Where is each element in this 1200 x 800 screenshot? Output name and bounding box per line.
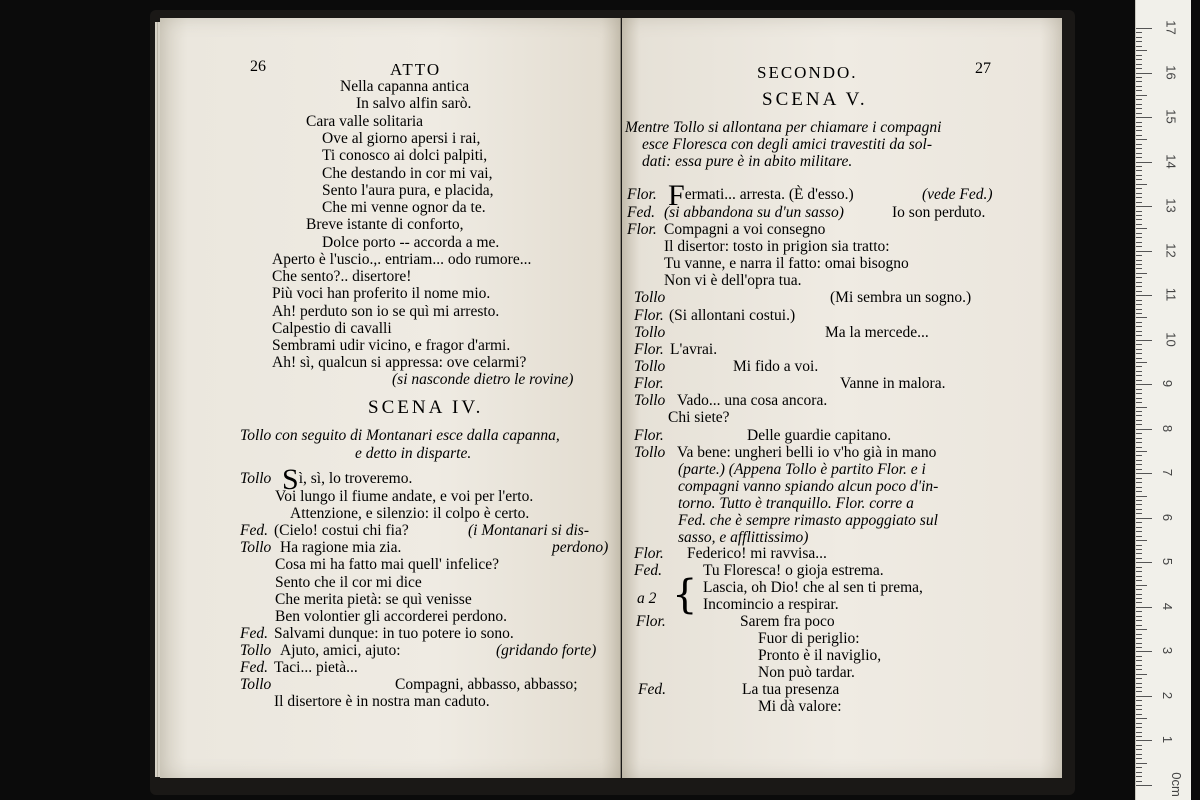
- speaker-label: Tollo: [240, 470, 272, 487]
- verse-line: Aperto è l'uscio.,. entriam... odo rumore...: [272, 251, 532, 268]
- verse-line: Dolce porto -- accorda a me.: [322, 234, 500, 251]
- ruler-tick: [1136, 616, 1142, 617]
- ruler-tick: [1136, 393, 1142, 394]
- ruler-tick: [1136, 536, 1142, 537]
- scene-title: SCENA V.: [762, 89, 868, 110]
- ruler-tick: [1136, 50, 1147, 51]
- ruler-label: 7: [1160, 469, 1176, 477]
- dialogue-line: Ma la mercede...: [825, 324, 929, 341]
- ruler-tick: [1136, 491, 1142, 492]
- ruler-tick: [1136, 625, 1142, 626]
- ruler-tick: [1136, 714, 1142, 715]
- stage-direction: compagni vanno spiando alcun poco d'in-: [678, 478, 939, 495]
- dialogue-line: Cosa mi ha fatto mai quell' infelice?: [275, 556, 500, 573]
- ruler-tick: [1136, 389, 1142, 390]
- ruler-tick: [1136, 162, 1152, 163]
- speaker-label: Flor.: [627, 221, 657, 238]
- ruler-tick: [1136, 108, 1142, 109]
- ruler-tick: [1136, 398, 1142, 399]
- ruler-tick: [1136, 576, 1142, 577]
- ruler-tick: [1136, 295, 1152, 296]
- verse-line: Sento l'aura pura, e placida,: [322, 182, 494, 199]
- ruler-label: 0cm: [1168, 772, 1184, 797]
- ruler-tick: [1136, 674, 1147, 675]
- ruler-tick: [1136, 95, 1147, 96]
- verse-line: Ove al giorno apersi i rai,: [322, 130, 481, 147]
- aside-direction: (gridando forte): [496, 642, 597, 659]
- dialogue-line: Ben volontier gli accorderei perdono.: [275, 608, 507, 625]
- ruler-tick: [1136, 683, 1142, 684]
- ruler-tick: [1136, 166, 1142, 167]
- dialogue-line: Tu Floresca! o gioja estrema.: [703, 562, 884, 579]
- dialogue-line: Federico! mi ravvisa...: [687, 545, 827, 562]
- verse-line: Che mi venne ognor da te.: [322, 199, 486, 216]
- ruler-tick: [1136, 718, 1147, 719]
- ruler-tick: [1136, 513, 1142, 514]
- ruler-tick: [1136, 723, 1142, 724]
- stage-direction: e detto in disparte.: [355, 445, 472, 462]
- ruler-tick: [1136, 197, 1142, 198]
- ruler-tick: [1136, 696, 1152, 697]
- ruler-label: 10: [1163, 331, 1179, 347]
- aside-direction: (i Montanari si dis-: [468, 522, 589, 539]
- speaker-label: Tollo: [634, 324, 666, 341]
- dialogue-line: Vanne in malora.: [840, 375, 946, 392]
- ruler-tick: [1136, 371, 1142, 372]
- ruler-tick: [1136, 353, 1142, 354]
- ruler-tick: [1136, 638, 1142, 639]
- ruler-tick: [1136, 268, 1142, 269]
- dialogue-line: Fuor di periglio:: [758, 630, 860, 647]
- ruler-label: 1: [1160, 736, 1176, 744]
- ruler-label: 12: [1163, 242, 1179, 258]
- ruler-tick: [1136, 358, 1142, 359]
- ruler-tick: [1136, 273, 1147, 274]
- speaker-label: Fed.: [627, 204, 655, 221]
- ruler-tick: [1136, 73, 1152, 74]
- ruler-tick: [1136, 549, 1142, 550]
- ruler-label: 9: [1160, 380, 1176, 388]
- dialogue-line: Attenzione, e silenzio: il colpo è certo.: [290, 505, 530, 522]
- ruler-tick: [1136, 375, 1142, 376]
- stage-direction: Tollo con seguito di Montanari esce dalla capanna,: [240, 427, 560, 444]
- ruler-tick: [1136, 772, 1142, 773]
- speaker-label: Fed.: [634, 562, 662, 579]
- ruler-tick: [1136, 558, 1142, 559]
- ruler-tick: [1136, 580, 1142, 581]
- ruler-tick: [1136, 300, 1142, 301]
- ruler-tick: [1136, 687, 1142, 688]
- speaker-label: Flor.: [627, 186, 657, 203]
- verse-line: Cara valle solitaria: [306, 113, 424, 130]
- ruler-tick: [1136, 424, 1142, 425]
- ruler-tick: [1136, 727, 1142, 728]
- ruler-tick: [1136, 691, 1142, 692]
- ruler-tick: [1136, 509, 1142, 510]
- ruler-tick: [1136, 175, 1142, 176]
- ruler-tick: [1136, 251, 1152, 252]
- verse-line: Che destando in cor mi vai,: [322, 165, 493, 182]
- speaker-label: Tollo: [634, 358, 666, 375]
- dialogue-line: Ha ragione mia zia.: [280, 539, 402, 556]
- ruler-label: 15: [1163, 109, 1179, 124]
- dialogue-line: Voi lungo il fiume andate, e voi per l'erto.: [275, 488, 534, 505]
- dialogue-line: L'avrai.: [670, 341, 718, 358]
- ruler-tick: [1136, 705, 1142, 706]
- left-page-header: ATTO: [390, 60, 442, 79]
- dialogue-line: Tu vanne, e narra il fatto: omai bisogno: [664, 255, 909, 272]
- dialogue-line: Sarem fra poco: [740, 613, 835, 630]
- verse-line: In salvo alfin sarò.: [356, 95, 472, 112]
- speaker-label: Flor.: [634, 427, 664, 444]
- ruler-tick: [1136, 28, 1152, 29]
- ruler-tick: [1136, 309, 1142, 310]
- ruler-tick: [1136, 415, 1142, 416]
- ruler-tick: [1136, 607, 1152, 608]
- ruler-tick: [1136, 553, 1142, 554]
- ruler-tick: [1136, 286, 1142, 287]
- ruler-tick: [1136, 317, 1147, 318]
- speaker-label: Flor.: [634, 307, 664, 324]
- dialogue-line: Il disertore è in nostra man caduto.: [274, 693, 490, 710]
- ruler-tick: [1136, 745, 1142, 746]
- ruler-tick: [1136, 678, 1142, 679]
- verse-line: Ti conosco ai dolci palpiti,: [322, 147, 488, 164]
- dialogue-line: Io son perduto.: [892, 204, 986, 221]
- dialogue-line: (Cielo! costui chi fia?: [274, 522, 409, 539]
- ruler-tick: [1136, 589, 1142, 590]
- ruler-tick: [1136, 669, 1142, 670]
- ruler-tick: [1136, 157, 1142, 158]
- ruler-tick: [1136, 522, 1142, 523]
- ruler-tick: [1136, 464, 1142, 465]
- ruler-tick: [1136, 402, 1142, 403]
- verse-line: Breve istante di conforto,: [306, 216, 464, 233]
- ruler-tick: [1136, 277, 1142, 278]
- left-page-number: 26: [250, 58, 266, 75]
- ruler-tick: [1136, 620, 1142, 621]
- ruler-tick: [1136, 86, 1142, 87]
- ruler-tick: [1136, 362, 1147, 363]
- ruler-tick: [1136, 478, 1142, 479]
- ruler-tick: [1136, 571, 1142, 572]
- ruler-tick: [1136, 749, 1142, 750]
- speaker-label: Tollo: [240, 539, 272, 556]
- ruler-label: 4: [1160, 602, 1176, 610]
- ruler-tick: [1136, 104, 1142, 105]
- ruler-tick: [1136, 215, 1142, 216]
- speaker-label: Fed.: [638, 681, 666, 698]
- speaker-label: Tollo: [634, 392, 666, 409]
- stage-direction: Fed. che è sempre rimasto appoggiato sul: [678, 512, 938, 529]
- ruler-tick: [1136, 545, 1142, 546]
- ruler-tick: [1136, 219, 1142, 220]
- ruler-tick: [1136, 442, 1142, 443]
- dialogue-line: Non può tardar.: [758, 664, 855, 681]
- ruler-tick: [1136, 68, 1142, 69]
- ruler-tick: [1136, 322, 1142, 323]
- ruler-tick: [1136, 237, 1142, 238]
- ruler-tick: [1136, 700, 1142, 701]
- ruler-tick: [1136, 126, 1142, 127]
- drop-capital: F: [668, 179, 685, 212]
- ruler-tick: [1136, 598, 1142, 599]
- ruler-tick: [1136, 246, 1142, 247]
- ruler-label: 11: [1163, 287, 1179, 302]
- ruler-tick: [1136, 282, 1142, 283]
- ruler-label: 6: [1160, 513, 1176, 521]
- ruler-tick: [1136, 785, 1152, 786]
- speaker-label: Flor.: [636, 613, 666, 630]
- ruler-tick: [1136, 451, 1147, 452]
- ruler-tick: [1136, 335, 1142, 336]
- ruler-tick: [1136, 55, 1142, 56]
- ruler-tick: [1136, 438, 1142, 439]
- dialogue-line: [668, 179, 854, 212]
- drop-capital: S: [282, 463, 299, 496]
- ruler-label: 13: [1163, 198, 1179, 213]
- ruler-tick: [1136, 113, 1142, 114]
- ruler-tick: [1136, 455, 1142, 456]
- ruler-tick: [1136, 585, 1147, 586]
- speaker-label: Tollo: [240, 642, 272, 659]
- ruler-tick: [1136, 170, 1142, 171]
- ruler-tick: [1136, 411, 1142, 412]
- speaker-label: Flor.: [634, 341, 664, 358]
- ruler-tick: [1136, 482, 1142, 483]
- ruler-tick: [1136, 122, 1142, 123]
- dialogue-line: Non vi è dell'opra tua.: [664, 272, 802, 289]
- ruler-tick: [1136, 594, 1142, 595]
- ruler-tick: [1136, 41, 1142, 42]
- brace-glyph: {: [672, 572, 698, 618]
- ruler-tick: [1136, 518, 1152, 519]
- ruler-tick: [1136, 758, 1142, 759]
- stage-direction: (parte.) (Appena Tollo è partito Flor. e i: [678, 461, 926, 478]
- dialogue-line: Compagni a voi consegno: [664, 221, 826, 238]
- ruler-tick: [1136, 233, 1142, 234]
- ruler-tick: [1136, 504, 1142, 505]
- ruler-tick: [1136, 211, 1142, 212]
- speaker-label: Flor.: [634, 545, 664, 562]
- ruler-label: 17: [1163, 20, 1179, 35]
- stage-direction: dati: essa pure è in abito militare.: [642, 153, 853, 170]
- ruler-tick: [1136, 326, 1142, 327]
- right-page-number: 27: [975, 60, 991, 77]
- ruler-tick: [1136, 767, 1142, 768]
- ruler-tick: [1136, 660, 1142, 661]
- ruler-tick: [1136, 37, 1142, 38]
- ruler-tick: [1136, 304, 1142, 305]
- ruler-label: 14: [1163, 153, 1179, 169]
- dialogue-text: ermati... arresta. (È d'esso.): [684, 186, 854, 203]
- ruler-tick: [1136, 776, 1142, 777]
- ruler-tick: [1136, 193, 1142, 194]
- verse-line: Più voci han proferito il nome mio.: [272, 285, 491, 302]
- ruler-tick: [1136, 540, 1147, 541]
- dialogue-line: Pronto è il naviglio,: [758, 647, 882, 664]
- ruler-tick: [1136, 59, 1142, 60]
- ruler-tick: [1136, 433, 1142, 434]
- right-page-header: SECONDO.: [757, 63, 858, 82]
- ruler-tick: [1136, 64, 1142, 65]
- ruler-tick: [1136, 179, 1142, 180]
- dialogue-line: Compagni, abbasso, abbasso;: [395, 676, 578, 693]
- ruler-tick: [1136, 651, 1152, 652]
- dialogue-line: (Mi sembra un sogno.): [830, 289, 972, 306]
- dialogue-line: Mi fido a voi.: [733, 358, 819, 375]
- ruler-tick: [1136, 313, 1142, 314]
- stage-direction: (si nasconde dietro le rovine): [392, 371, 574, 388]
- ruler-tick: [1136, 331, 1142, 332]
- ruler-tick: [1136, 184, 1147, 185]
- ruler-tick: [1136, 206, 1152, 207]
- ruler-tick: [1136, 665, 1142, 666]
- aside-direction: (si abbandona su d'un sasso): [664, 204, 844, 221]
- ruler-tick: [1136, 567, 1142, 568]
- verse-line: Ah! sì, qualcun si appressa: ove celarmi?: [272, 354, 527, 371]
- ruler-tick: [1136, 344, 1142, 345]
- aside-direction: perdono): [552, 539, 609, 556]
- stage-direction: torno. Tutto è tranquillo. Flor. corre a: [678, 495, 914, 512]
- ruler-label: 2: [1160, 691, 1176, 700]
- ruler-tick: [1136, 264, 1142, 265]
- ruler-label: 5: [1160, 558, 1176, 566]
- ruler-tick: [1136, 188, 1142, 189]
- ruler-tick: [1136, 460, 1142, 461]
- ruler-tick: [1136, 349, 1142, 350]
- speaker-label: Fed.: [240, 659, 268, 676]
- ruler-tick: [1136, 130, 1142, 131]
- aside-direction: (vede Fed.): [922, 186, 993, 203]
- stage-direction: esce Floresca con degli amici travestiti da sol-: [642, 136, 932, 153]
- dialogue-line: Incomincio a respirar.: [703, 596, 839, 613]
- ruler-tick: [1136, 740, 1152, 741]
- ruler-tick: [1136, 139, 1147, 140]
- dialogue-line: [282, 463, 413, 496]
- ruler-tick: [1136, 366, 1142, 367]
- a2-label: a 2: [637, 590, 657, 607]
- ruler-tick: [1136, 148, 1142, 149]
- measurement-ruler: [1135, 0, 1191, 800]
- ruler-tick: [1136, 144, 1142, 145]
- dialogue-line: Che merita pietà: se quì venisse: [275, 591, 472, 608]
- ruler-tick: [1136, 732, 1142, 733]
- scene-title: SCENA IV.: [368, 397, 484, 418]
- dialogue-line: Va bene: ungheri belli io v'ho già in mano: [677, 444, 937, 461]
- ruler-tick: [1136, 500, 1142, 501]
- ruler-tick: [1136, 629, 1147, 630]
- dialogue-line: Taci... pietà...: [274, 659, 358, 676]
- ruler-tick: [1136, 781, 1142, 782]
- ruler-label: 3: [1160, 647, 1176, 655]
- verse-line: Nella capanna antica: [340, 78, 470, 95]
- dialogue-line: (Si allontani costui.): [669, 307, 796, 324]
- dialogue-line: Delle guardie capitano.: [747, 427, 892, 444]
- ruler-tick: [1136, 487, 1142, 488]
- ruler-tick: [1136, 709, 1142, 710]
- ruler-tick: [1136, 291, 1142, 292]
- ruler-tick: [1136, 135, 1142, 136]
- ruler-tick: [1136, 754, 1142, 755]
- ruler-tick: [1136, 736, 1142, 737]
- ruler-tick: [1136, 228, 1147, 229]
- ruler-tick: [1136, 90, 1142, 91]
- ruler-tick: [1136, 99, 1142, 100]
- speaker-label: Tollo: [240, 676, 272, 693]
- ruler-tick: [1136, 656, 1142, 657]
- speaker-label: Fed.: [240, 625, 268, 642]
- ruler-tick: [1136, 384, 1152, 385]
- ruler-label: 16: [1163, 64, 1179, 80]
- ruler-tick: [1136, 763, 1147, 764]
- verse-line: Che sento?.. disertore!: [272, 268, 412, 285]
- ruler-tick: [1136, 407, 1147, 408]
- verse-line: Calpestio di cavalli: [272, 320, 392, 337]
- dialogue-line: Vado... una cosa ancora.: [677, 392, 828, 409]
- ruler-tick: [1136, 562, 1152, 563]
- dialogue-line: Lascia, oh Dio! che al sen ti prema,: [703, 579, 923, 596]
- speaker-label: Fed.: [240, 522, 268, 539]
- dialogue-line: La tua presenza: [742, 681, 840, 698]
- speaker-label: Tollo: [634, 289, 666, 306]
- ruler-tick: [1136, 242, 1142, 243]
- dialogue-text: ì, sì, lo troveremo.: [298, 470, 413, 487]
- ruler-tick: [1136, 81, 1142, 82]
- ruler-tick: [1136, 473, 1152, 474]
- ruler-tick: [1136, 447, 1142, 448]
- ruler-tick: [1136, 255, 1142, 256]
- ruler-tick: [1136, 153, 1142, 154]
- dialogue-line: Il disertor: tosto in prigion sia tratto:: [664, 238, 890, 255]
- ruler-tick: [1136, 531, 1142, 532]
- ruler-tick: [1136, 46, 1142, 47]
- speaker-label: Flor.: [634, 375, 664, 392]
- dialogue-line: Salvami dunque: in tuo potere io sono.: [274, 625, 514, 642]
- ruler-tick: [1136, 647, 1142, 648]
- ruler-tick: [1136, 469, 1142, 470]
- stage-direction: Mentre Tollo si allontana per chiamare i compagni: [625, 119, 942, 136]
- ruler-tick: [1136, 643, 1142, 644]
- dialogue-line: Sento che il cor mi dice: [275, 574, 422, 591]
- ruler-tick: [1136, 202, 1142, 203]
- verse-line: Sembrami udir vicino, e fragor d'armi.: [272, 337, 511, 354]
- dialogue-line: Chi siete?: [668, 409, 730, 426]
- ruler-tick: [1136, 527, 1142, 528]
- ruler-tick: [1136, 611, 1142, 612]
- ruler-tick: [1136, 340, 1152, 341]
- ruler-tick: [1136, 634, 1142, 635]
- ruler-tick: [1136, 224, 1142, 225]
- ruler-tick: [1136, 496, 1147, 497]
- ruler-tick: [1136, 420, 1142, 421]
- dialogue-line: Mi dà valore:: [758, 698, 842, 715]
- ruler-tick: [1136, 602, 1142, 603]
- ruler-label: 8: [1160, 424, 1176, 432]
- speaker-label: Tollo: [634, 444, 666, 461]
- ruler-tick: [1136, 260, 1142, 261]
- ruler-tick: [1136, 429, 1152, 430]
- ruler-tick: [1136, 380, 1142, 381]
- stage-direction: sasso, e afflittissimo): [678, 529, 809, 546]
- ruler-tick: [1136, 32, 1142, 33]
- ruler-tick: [1136, 77, 1142, 78]
- verse-line: Ah! perduto son io se quì mi arresto.: [272, 303, 500, 320]
- ruler-tick: [1136, 117, 1152, 118]
- dialogue-line: Ajuto, amici, ajuto:: [280, 642, 401, 659]
